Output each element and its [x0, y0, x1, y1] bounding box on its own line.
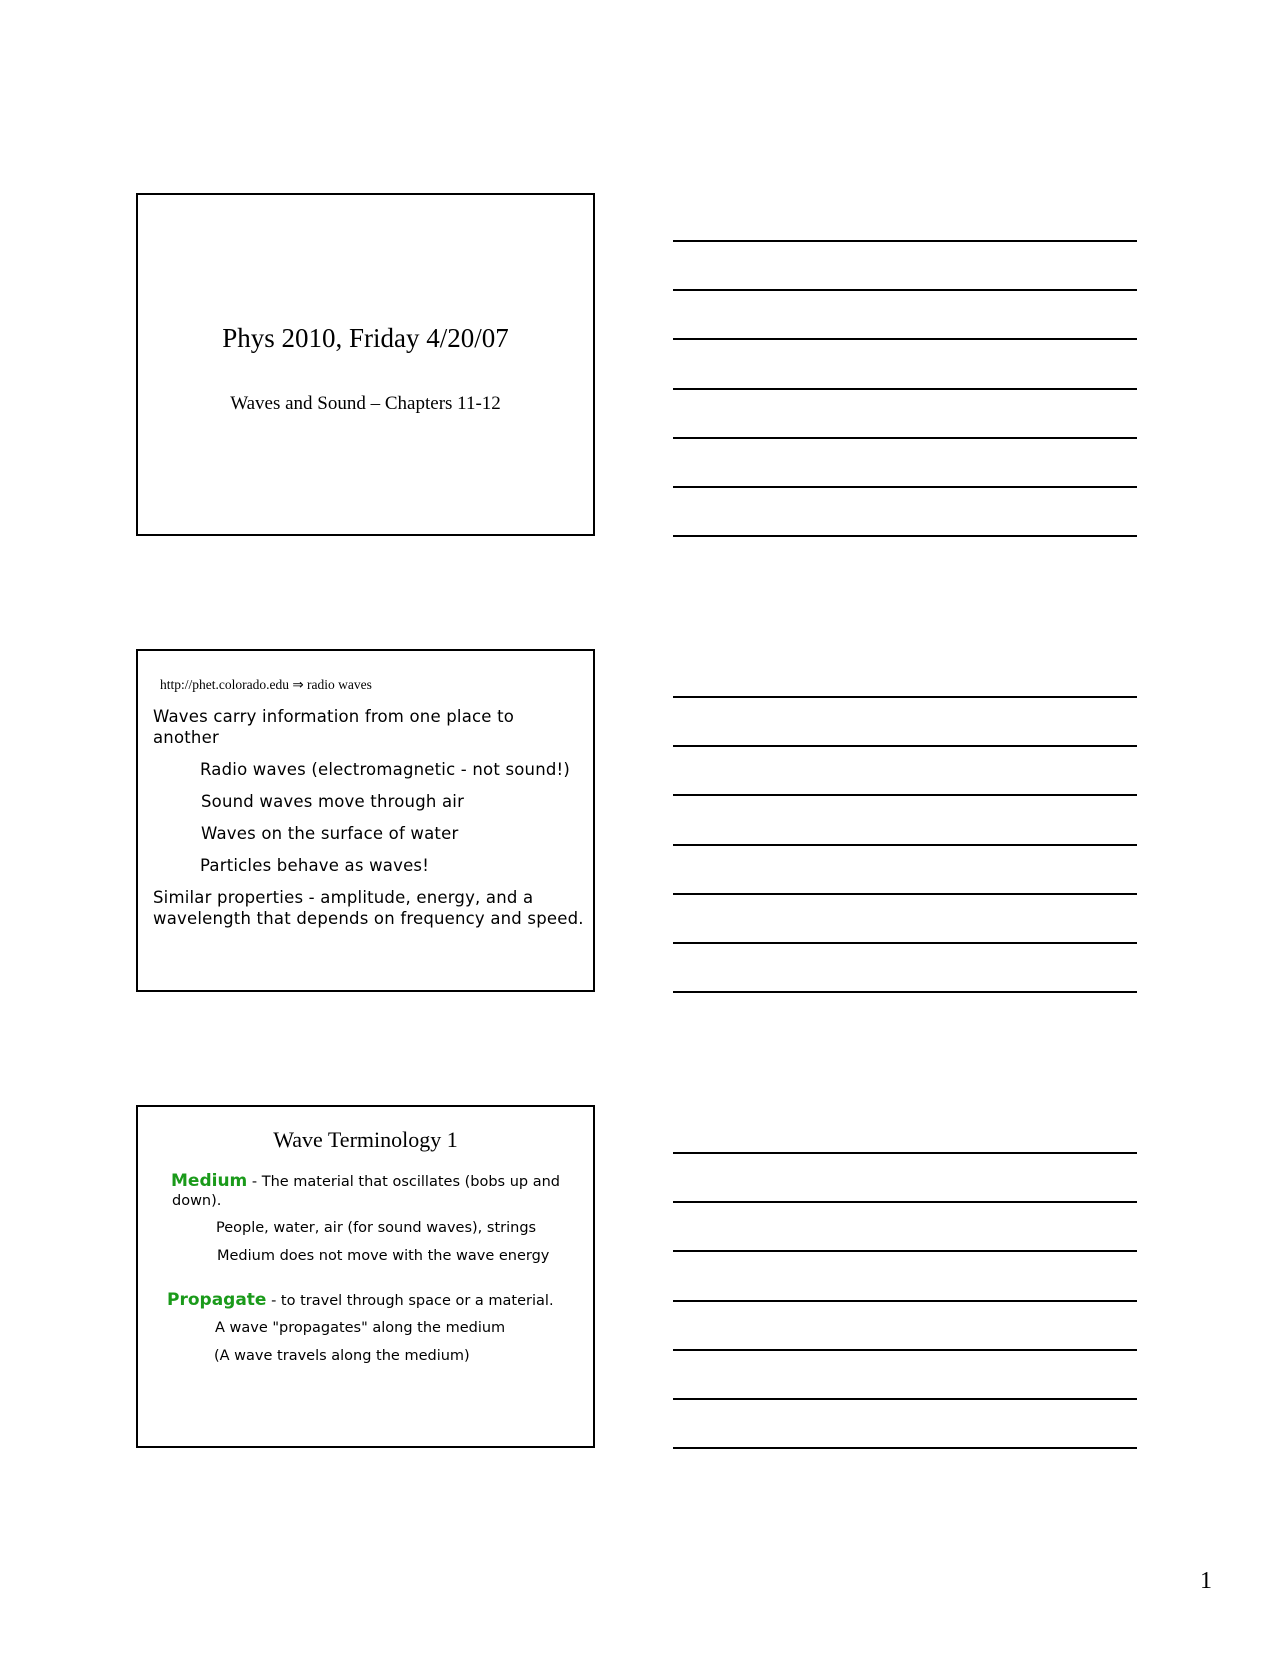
- term-medium-example: Medium does not move with the wave energy: [217, 1248, 550, 1264]
- note-line: [673, 1349, 1137, 1351]
- note-line: [673, 893, 1137, 895]
- slide-2-closing-line-1: Similar properties - amplitude, energy, and a: [153, 888, 534, 907]
- note-line: [673, 1447, 1137, 1449]
- term-propagate-example: A wave "propagates" along the medium: [215, 1320, 506, 1336]
- slide-2-intro-line-2: another: [153, 728, 219, 747]
- slide-2: [136, 649, 595, 992]
- slide-2-bullet: Waves on the surface of water: [201, 824, 459, 843]
- slide-2-bullet: Sound waves move through air: [201, 792, 465, 811]
- note-line: [673, 1152, 1137, 1154]
- note-line: [673, 535, 1137, 537]
- term-propagate-example: (A wave travels along the medium): [214, 1348, 470, 1364]
- note-line: [673, 1201, 1137, 1203]
- note-line: [673, 991, 1137, 993]
- slide-2-bullet: Radio waves (electromagnetic - not sound!): [200, 760, 570, 779]
- slide-1-title: Phys 2010, Friday 4/20/07: [222, 323, 509, 353]
- slide-2-url-line: http://phet.colorado.edu ⇒ radio waves: [160, 677, 372, 692]
- note-line: [673, 844, 1137, 846]
- slide-1: [136, 193, 595, 536]
- term-medium-definition: - The material that oscillates (bobs up and: [247, 1174, 560, 1190]
- slide-2-closing-line-2: wavelength that depends on frequency and speed.: [153, 909, 584, 928]
- note-line: [673, 1300, 1137, 1302]
- note-line: [673, 486, 1137, 488]
- slide-3-term2-line: [167, 1290, 554, 1311]
- slide-3-term1-line: [171, 1171, 560, 1192]
- term-propagate: Propagate: [167, 1290, 267, 1310]
- slide-2-bullet: Particles behave as waves!: [200, 856, 430, 875]
- slide-1-subtitle: Waves and Sound – Chapters 11-12: [230, 393, 501, 414]
- note-line: [673, 794, 1137, 796]
- page-number: 1: [1200, 1568, 1212, 1594]
- term-medium: Medium: [171, 1171, 248, 1191]
- term-medium-definition-cont: down).: [172, 1193, 222, 1209]
- note-line: [673, 388, 1137, 390]
- note-line: [673, 1250, 1137, 1252]
- term-propagate-definition: - to travel through space or a material.: [266, 1293, 554, 1309]
- note-line: [673, 942, 1137, 944]
- note-line: [673, 437, 1137, 439]
- term-medium-example: People, water, air (for sound waves), strings: [216, 1220, 537, 1236]
- note-line: [673, 289, 1137, 291]
- note-line: [673, 338, 1137, 340]
- slide-3-title: Wave Terminology 1: [273, 1127, 458, 1152]
- note-line: [673, 1398, 1137, 1400]
- slide-2-intro-line-1: Waves carry information from one place to: [153, 707, 515, 726]
- slide-3: [136, 1105, 595, 1448]
- note-line: [673, 745, 1137, 747]
- note-line: [673, 696, 1137, 698]
- note-line: [673, 240, 1137, 242]
